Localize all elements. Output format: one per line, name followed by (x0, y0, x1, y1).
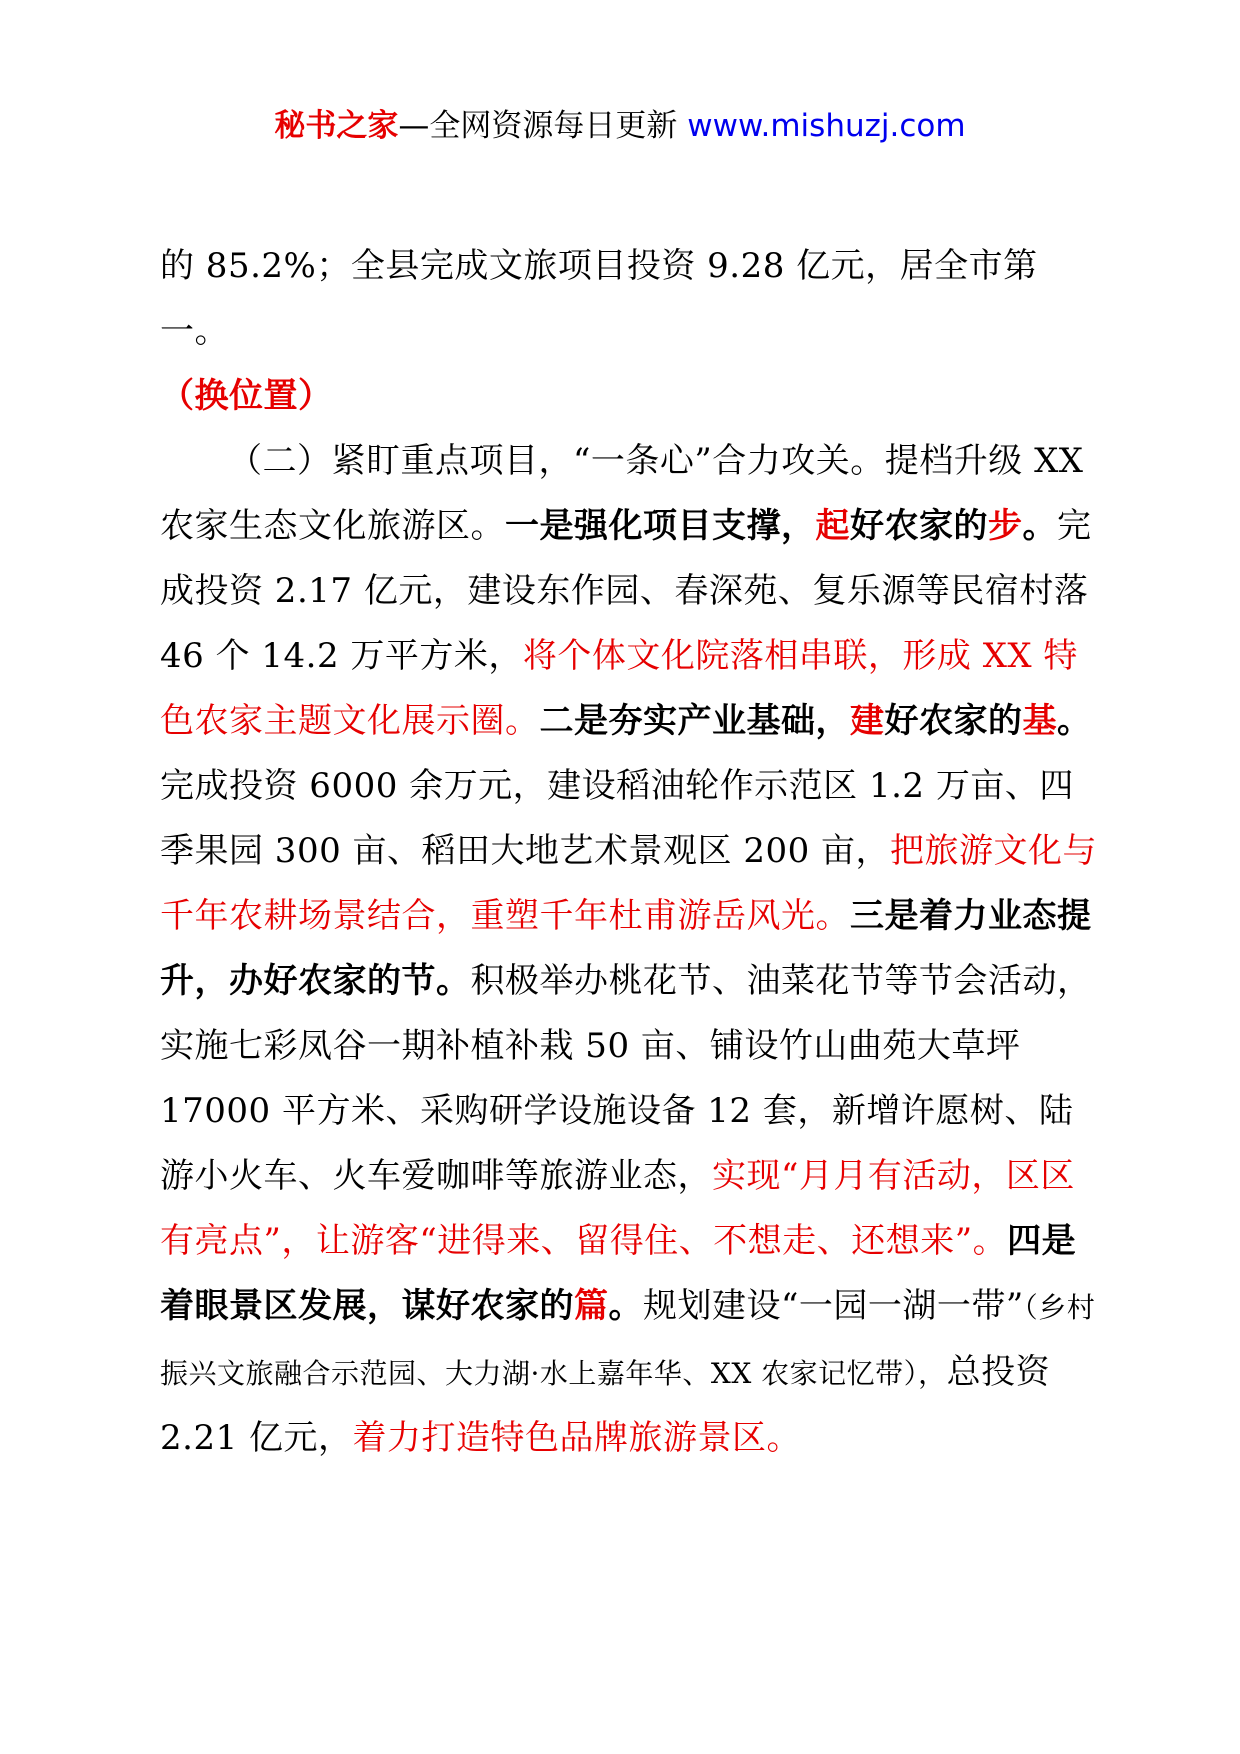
header-description: —全网资源每日更新 (398, 108, 688, 144)
section-intro: （二）紧盯重点项目，“一条心”合力攻关。提档升级 XX 农家生态文化旅游区。 (160, 441, 1084, 546)
point-two-detail: 完成投资 6000 余万元，建设稻油轮作示范区 1.2 万亩、四季果园 300 亩、稻田大地艺术景观区 200 亩， (160, 766, 1074, 871)
header-url-link[interactable]: www.mishuzj.com (687, 108, 966, 144)
point-one-detail: 完成投资 2.17 亿元，建设东作园、春深苑、复乐源等民宿村落 46 个 14.2 万平方米， (160, 506, 1092, 676)
point-two-heading: 二是夯实产业基础，建好农家的基。 (539, 701, 1092, 741)
page-header (0, 103, 1240, 149)
point-three-heading: 三是着力业态提升，办好农家的节。 (160, 896, 1092, 1001)
point-four-parenthetical: （乡村振兴文旅融合示范园、大力湖·水上嘉年华、XX 农家记忆带）， (160, 1291, 1096, 1390)
paragraph-key-projects (160, 429, 1100, 1471)
editor-note: （换位置） (160, 376, 333, 416)
point-one-heading: 一是强化项目支撑，起好农家的步。 (505, 506, 1057, 546)
point-four-heading: 四是着眼景区发展，谋好农家的篇。 (160, 1221, 1077, 1326)
point-four-investment: 总投资 2.21 亿元， (160, 1352, 1051, 1458)
point-three-detail: 积极举办桃花节、油菜花节等节会活动，实施七彩凤谷一期补植补栽 50 亩、铺设竹山曲苑大草坪 17000 平方米、采购研学设施设备 12 套，新增许愿树、陆游小火车、火车爱咖啡等旅游业态， (160, 961, 1092, 1196)
point-four-highlight: 着力打造特色品牌旅游景区。 (352, 1418, 802, 1458)
document-body (160, 234, 1100, 1471)
point-four-detail: 规划建设“一园一湖一带” (643, 1286, 1024, 1326)
header-brand: 秘书之家 (274, 108, 399, 144)
point-two-highlight: 把旅游文化与千年农耕场景结合，重塑千年杜甫游岳风光。 (160, 831, 1098, 936)
point-one-highlight: 将个体文化院落相串联，形成 XX 特色农家主题文化展示圈。 (160, 636, 1078, 741)
paragraph-continuation: 的 85.2%；全县完成文旅项目投资 9.28 亿元，居全市第一。 (160, 246, 1038, 351)
point-three-highlight: 实现“月月有活动，区区有亮点”，让游客“进得来、留得住、不想走、还想来”。 (160, 1156, 1075, 1261)
